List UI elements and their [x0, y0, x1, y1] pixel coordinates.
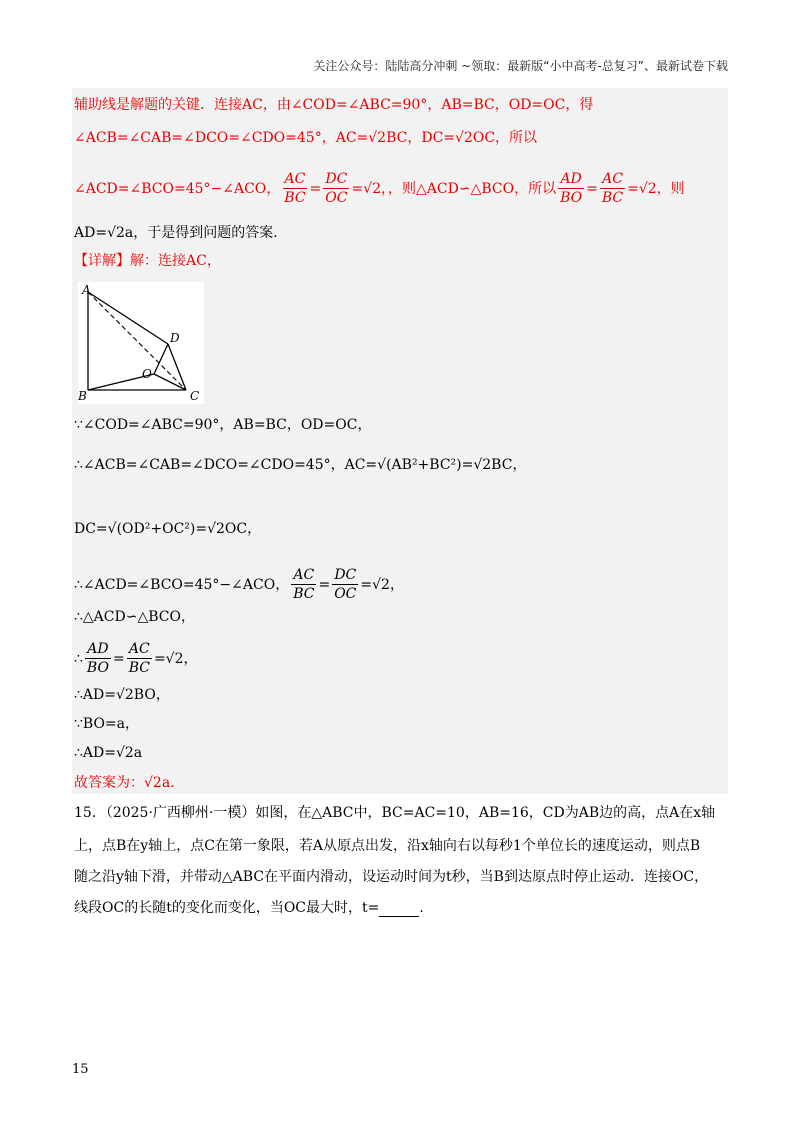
fraction-denominator: BO	[86, 660, 109, 676]
fraction-denominator: BC	[128, 660, 150, 676]
fraction-ac-bc	[282, 170, 307, 207]
fraction-denominator: BC	[284, 190, 306, 206]
label-b: B	[78, 389, 87, 403]
solution-line-5: ∴△ACD∽△BCO，	[74, 609, 195, 625]
solution-line-7: ∴AD=√2BO，	[74, 687, 170, 703]
fraction-numerator: AD	[87, 641, 109, 657]
detail-heading: 【详解】解：连接AC，	[74, 253, 221, 269]
label-o: O	[142, 367, 152, 381]
problem-15-line-3: 随之沿y轴下滑，并带动△ABC在平面内滑动，设运动时间为t秒，当B到达原点时停止运动．连接OC，	[74, 869, 709, 885]
equals-sign: =	[309, 180, 322, 197]
fraction-ac-bc-sol-2	[127, 640, 152, 677]
problem-15-line-2: 上，点B在y轴上，点C在第一象限，若A从原点出发，沿x轴向右以每秒1个单位长的速度运动，则点B	[74, 838, 701, 854]
fraction-ad-bo-sol	[85, 640, 111, 677]
analysis-line-3-text-c: =√2，则	[627, 180, 685, 197]
fraction-ac-bc-2	[600, 170, 625, 207]
fraction-denominator: OC	[334, 586, 357, 602]
fraction-ad-bo	[558, 170, 584, 207]
label-d: D	[170, 331, 180, 345]
solution-line-6-text-a: ∴	[74, 650, 83, 667]
analysis-line-3	[74, 170, 685, 207]
fraction-denominator: BC	[293, 586, 315, 602]
fraction-denominator: OC	[325, 190, 348, 206]
fraction-dc-oc-sol	[332, 566, 358, 603]
label-c: C	[190, 389, 200, 403]
page-header: 关注公众号：陆陆高分冲刺 ~领取：最新版“小中高考-总复习”、最新试卷下载	[313, 59, 728, 73]
fraction-numerator: AC	[284, 171, 306, 187]
equals-sign: =	[586, 180, 598, 197]
problem-15-line-4-end: .	[419, 900, 424, 916]
analysis-line-4: AD=√2a，于是得到问题的答案．	[74, 225, 288, 241]
page-number: 15	[72, 1062, 89, 1077]
solution-line-4-text-b: =√2，	[360, 576, 404, 593]
solution-line-9: ∴AD=√2a	[74, 745, 143, 761]
solution-line-4	[74, 566, 404, 603]
fraction-dc-oc	[323, 170, 349, 207]
fraction-numerator: AC	[602, 171, 623, 187]
solution-line-4-text-a: ∴∠ACD=∠BCO=45°−∠ACO，	[74, 576, 290, 593]
solution-line-6-text-b: =√2，	[153, 650, 198, 667]
analysis-line-3-text-b: =√2，，则△ACD∽△BCO，所以	[351, 180, 557, 197]
equals-sign: =	[318, 576, 331, 593]
solution-line-1: ∵∠COD=∠ABC=90°，AB=BC，OD=OC，	[74, 417, 372, 433]
solution-line-2: ∴∠ACB=∠CAB=∠DCO=∠CDO=45°，AC=√(AB²+BC²)=√2BC，	[74, 457, 527, 473]
fraction-numerator: DC	[334, 567, 357, 583]
segment-ad	[88, 292, 168, 344]
problem-15-line-4	[74, 899, 424, 917]
fraction-denominator: BC	[601, 190, 624, 206]
problem-15-line-4-text: 线段OC的长随t的变化而变化，当OC最大时，t=	[74, 900, 380, 916]
segment-dc	[168, 344, 186, 390]
answer-line: 故答案为：√2a．	[74, 775, 185, 791]
label-a: A	[82, 283, 91, 297]
fraction-numerator: AC	[293, 567, 315, 583]
analysis-line-1: 辅助线是解题的关键．连接AC，由∠COD=∠ABC=90°，AB=BC，OD=OC，得	[74, 97, 594, 113]
geometry-figure	[78, 282, 204, 404]
equals-sign: =	[112, 650, 125, 667]
fraction-numerator: AD	[560, 171, 582, 187]
problem-15-line-1: 15．（2025·广西柳州·一模）如图，在△ABC中，BC=AC=10，AB=16，CD为AB边的高，点A在x轴	[74, 805, 716, 821]
fraction-numerator: DC	[325, 171, 348, 187]
solution-line-8: ∵BO=a，	[74, 716, 140, 732]
fraction-ac-bc-sol	[291, 566, 316, 603]
segment-od	[154, 344, 168, 374]
fraction-denominator: BO	[560, 190, 583, 206]
fraction-numerator: AC	[128, 641, 150, 657]
analysis-line-2: ∠ACB=∠CAB=∠DCO=∠CDO=45°，AC=√2BC，DC=√2OC，所以	[74, 130, 538, 146]
solution-line-6	[74, 640, 198, 677]
geometry-diagram	[78, 282, 204, 404]
answer-blank[interactable]	[379, 902, 419, 917]
analysis-line-3-text-a: ∠ACD=∠BCO=45°−∠ACO，	[74, 180, 281, 197]
solution-line-3: DC=√(OD²+OC²)=√2OC，	[74, 521, 262, 537]
